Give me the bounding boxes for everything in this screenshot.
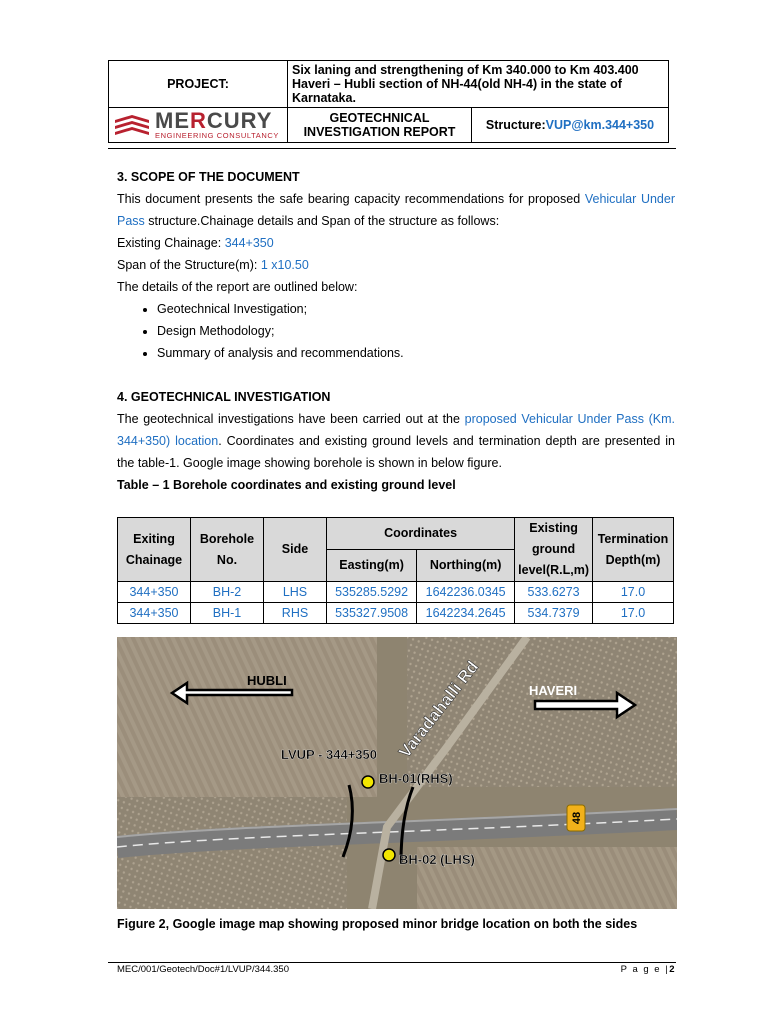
header-table xyxy=(108,60,669,143)
page-number: P a g e |2 xyxy=(620,964,676,975)
table-row: 344+350 BH-2 LHS 535285.5292 1642236.0345 533.6273 17.0 xyxy=(118,582,674,603)
section4-heading: 4. GEOTECHNICAL INVESTIGATION xyxy=(117,390,331,404)
col-side: Side xyxy=(264,518,327,582)
structure-cell xyxy=(472,108,669,143)
project-label: PROJECT: xyxy=(109,61,288,108)
project-text: Six laning and strengthening of Km 340.000 to Km 403.400 Haveri – Hubli section of NH-44(old NH-4) in the state of Karnataka. xyxy=(288,61,669,108)
col-ground-level: Existing ground level(R.L,m) xyxy=(515,518,593,582)
col-chainage: Exiting Chainage xyxy=(118,518,191,582)
list-item: • Summary of analysis and recommendations. xyxy=(157,342,675,364)
logo-subtitle: ENGINEERING CONSULTANCY xyxy=(155,131,279,141)
col-termination: Termination Depth(m) xyxy=(593,518,674,582)
outline-line: The details of the report are outlined below: xyxy=(117,280,358,294)
haveri-label: HAVERI xyxy=(529,683,578,698)
list-item: • Design Methodology; xyxy=(157,320,675,342)
chainage-line: Existing Chainage: 344+350 xyxy=(117,236,274,250)
span-line: Span of the Structure(m): 1 x10.50 xyxy=(117,258,309,272)
footer-rule xyxy=(108,962,676,963)
report-title: GEOTECHNICAL INVESTIGATION REPORT xyxy=(288,108,472,143)
table-row: 344+350 BH-1 RHS 535327.9508 1642234.2645 534.7379 17.0 xyxy=(118,603,674,624)
company-logo xyxy=(113,110,283,140)
doc-reference: MEC/001/Geotech/Doc#1/LVUP/344.350 xyxy=(117,964,289,975)
logo-cell xyxy=(109,108,288,143)
logo-name: MERCURY xyxy=(155,108,273,134)
bh01-label: BH-01(RHS) xyxy=(379,771,453,786)
hubli-label: HUBLI xyxy=(247,673,287,688)
mercury-logo-icon xyxy=(113,112,151,138)
structure-value: VUP@km.344+350 xyxy=(545,118,655,132)
lvup-label: LVUP - 344+350 xyxy=(281,747,377,762)
body-content xyxy=(117,166,675,496)
figure-caption: Figure 2, Google image map showing proposed minor bridge location on both the sides xyxy=(117,917,638,931)
section3-heading: 3. SCOPE OF THE DOCUMENT xyxy=(117,170,300,184)
section4-paragraph: The geotechnical investigations have been carried out at the proposed Vehicular Under Pass (Km. 344+350) location. Coordinates and existing ground levels and termination depth are presented in the table-1. Google image showing borehole is shown in below figure. xyxy=(117,412,676,470)
borehole-table xyxy=(117,517,674,624)
table-title: Table – 1 Borehole coordinates and existing ground level xyxy=(117,478,456,492)
section3-paragraph: This document presents the safe bearing capacity recommendations for proposed Vehicular Under Pass structure.Chainage details and Span of the structure as follows: xyxy=(117,192,675,228)
list-item: • Geotechnical Investigation; xyxy=(157,298,675,320)
bh01-marker xyxy=(362,776,374,788)
col-easting: Easting(m) xyxy=(327,550,417,582)
header-rule xyxy=(108,148,676,149)
satellite-map xyxy=(117,637,677,909)
road-label: Varadahalli Rd xyxy=(395,657,483,762)
col-borehole: Borehole No. xyxy=(191,518,264,582)
col-coordinates: Coordinates xyxy=(327,518,515,550)
outline-list xyxy=(117,298,675,364)
bh02-marker xyxy=(383,849,395,861)
structure-label: Structure: xyxy=(485,118,546,132)
col-northing: Northing(m) xyxy=(417,550,515,582)
shield-number: 48 xyxy=(571,811,583,825)
bh02-label: BH-02 (LHS) xyxy=(399,852,475,867)
